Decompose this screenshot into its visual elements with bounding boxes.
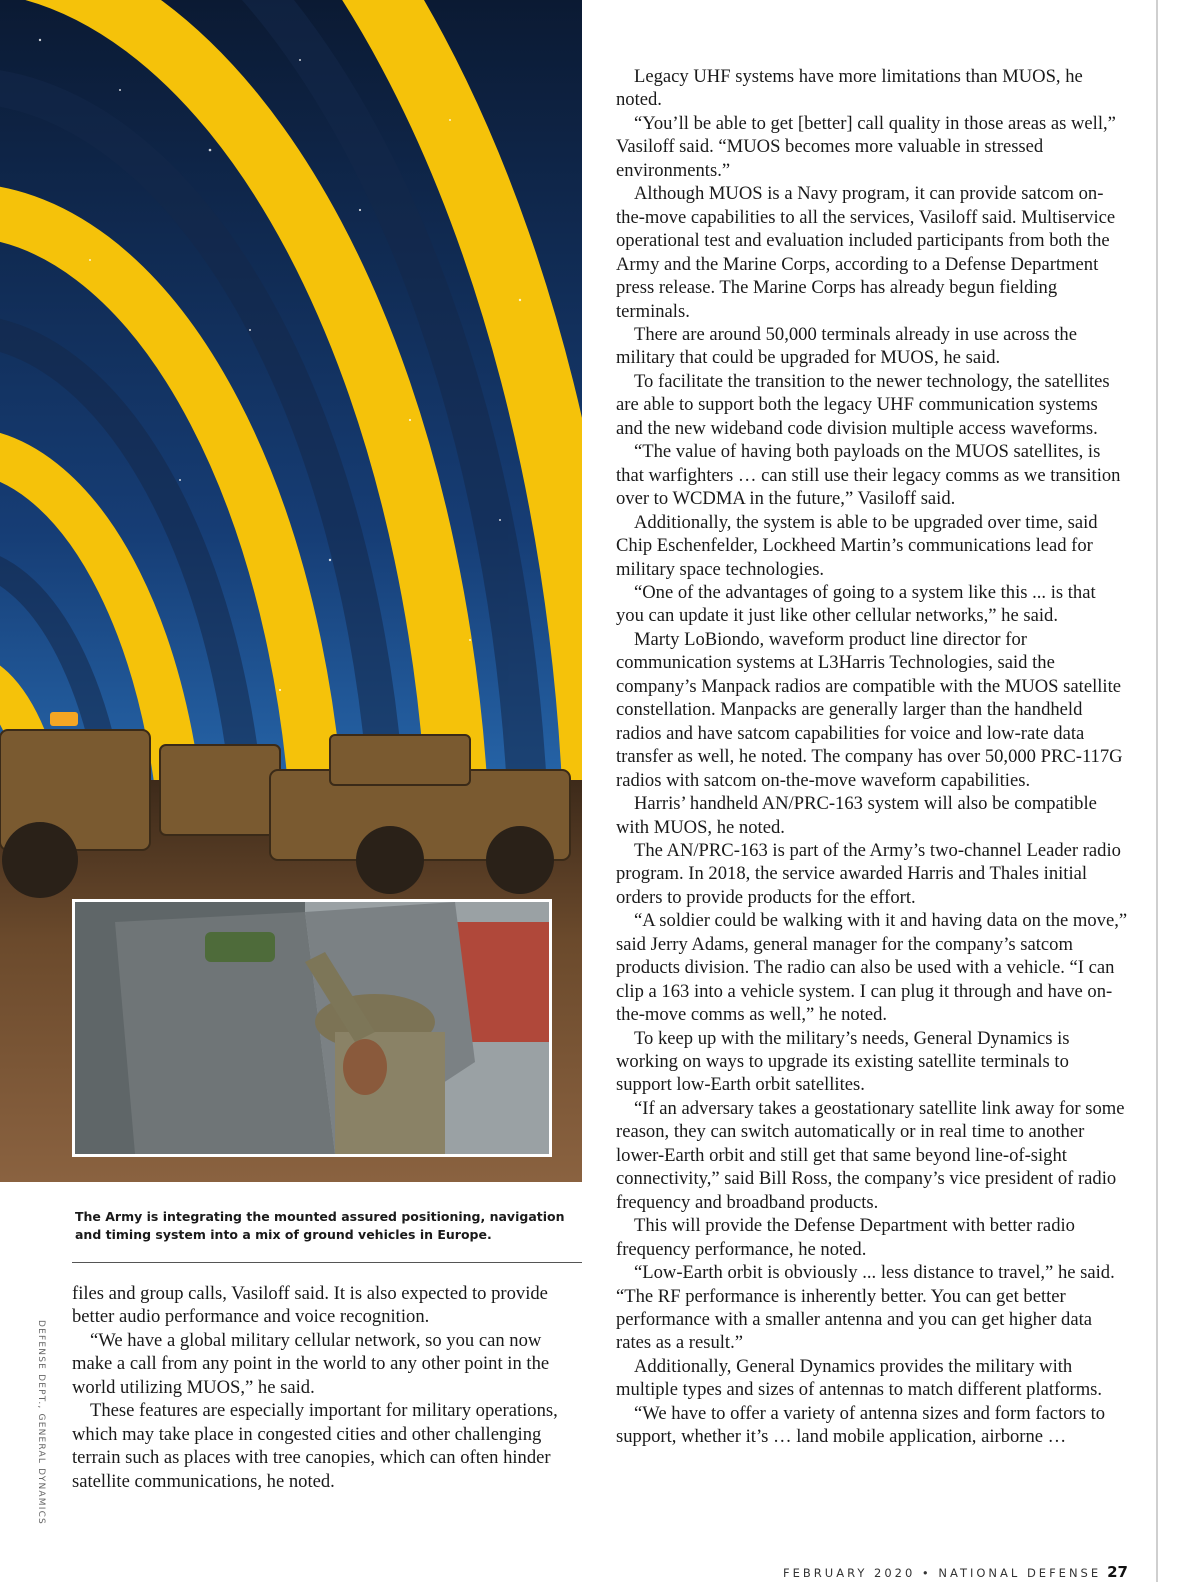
issue-line: FEBRUARY 2020 • NATIONAL DEFENSE bbox=[783, 1566, 1102, 1580]
paragraph: Although MUOS is a Navy program, it can provide satcom on-the-move capabilities to all the services, Vasiloff said. Multiservice operational test and evaluation included participants from both the Army and the Marine Corps, according to a Defense Department press release. The Marine Corps has already begun fielding terminals. bbox=[616, 183, 1116, 322]
paragraph: Additionally, the system is able to be upgraded over time, said Chip Eschenfelder, Lockheed Martin’s communications lead for military space technologies. bbox=[616, 511, 1098, 580]
paragraph: Additionally, General Dynamics provides the military with multiple types and sizes of antennas to match different platforms. bbox=[616, 1355, 1103, 1401]
paragraph: “We have to offer a variety of antenna sizes and form factors to support, whether it’s … land mobile application, airborne … bbox=[616, 1402, 1106, 1448]
caption-divider bbox=[72, 1262, 582, 1263]
photo-credit: DEFENSE DEPT., GENERAL DYNAMICS bbox=[36, 1320, 46, 1525]
paragraph: There are around 50,000 terminals already in use across the military that could be upgraded for MUOS, he said. bbox=[616, 323, 1077, 369]
paragraph: These features are especially important for military operations, which may take place in congested cities and other challenging terrain such as places with tree canopies, which can often hinder satellite communications, he noted. bbox=[72, 1400, 558, 1492]
paragraph: The AN/PRC-163 is part of the Army’s two-channel Leader radio program. In 2018, the service awarded Harris and Thales initial orders to provide products for the effort. bbox=[616, 839, 1121, 908]
paragraph: This will provide the Defense Department with better radio frequency performance, he noted. bbox=[616, 1215, 1075, 1260]
paragraph: Legacy UHF systems have more limitations than MUOS, he noted. bbox=[616, 66, 1083, 111]
paragraph: “A soldier could be walking with it and having data on the move,” said Jerry Adams, general manager for the company’s satcom products division. The radio can also be used with a vehicle. “I can clip a 163 into a vehicle system. I can plug it through and have on-the-move comms as well,” he noted. bbox=[616, 910, 1128, 1026]
paragraph: files and group calls, Vasiloff said. It is also expected to provide better audio performance and voice recognition. bbox=[72, 1283, 548, 1328]
paragraph: “Low-Earth orbit is obviously ... less distance to travel,” he said. “The RF performance is inherently better. You can get better performance with a smaller antenna and you can get higher data rates as a result.” bbox=[616, 1262, 1115, 1354]
soldier-installing-antenna-photo bbox=[75, 902, 549, 1154]
article-column-left bbox=[72, 1282, 584, 1493]
paragraph: “One of the advantages of going to a system like this ... is that you can update it just like other cellular networks,” he said. bbox=[616, 581, 1096, 627]
paragraph: Harris’ handheld AN/PRC-163 system will also be compatible with MUOS, he noted. bbox=[616, 793, 1097, 838]
paragraph: “If an adversary takes a geostationary satellite link away for some reason, they can switch automatically or in real time to another lower-Earth orbit and still get that same beyond line-of-sight connectivity,” said Bill Ross, the company’s vice president of radio frequency and broadband products. bbox=[616, 1097, 1125, 1213]
article-column-right bbox=[616, 65, 1128, 1449]
paragraph: “The value of having both payloads on the MUOS satellites, is that warfighters … can still use their legacy comms as we transition over to WCDMA in the future,” Vasiloff said. bbox=[616, 441, 1121, 510]
page-edge-line bbox=[1156, 0, 1158, 1582]
paragraph: “We have a global military cellular network, so you can now make a call from any point in the world to any other point in the world utilizing MUOS,” he said. bbox=[72, 1329, 550, 1398]
page-footer bbox=[783, 1563, 1128, 1581]
paragraph: “You’ll be able to get [better] call quality in those areas as well,” Vasiloff said. “MUOS becomes more valuable in stressed environments.” bbox=[616, 112, 1116, 181]
paragraph: To facilitate the transition to the newer technology, the satellites are able to support both the legacy UHF communication systems and the new wideband code division multiple access waveforms. bbox=[616, 370, 1110, 439]
photo-caption: The Army is integrating the mounted assured positioning, navigation and timing system into a mix of ground vehicles in Europe. bbox=[75, 1209, 565, 1242]
inset-photo bbox=[72, 899, 552, 1157]
paragraph: Marty LoBiondo, waveform product line director for communication systems at L3Harris Technologies, said the company’s Manpack radios are compatible with the MUOS satellite constellation. Manpacks are generally larger than the handheld radios and have satcom capabilities for voice and low-rate data transfer as well, he noted. The company has over 50,000 PRC-117G radios with satcom on-the-move waveform capabilities. bbox=[616, 628, 1123, 791]
paragraph: To keep up with the military’s needs, General Dynamics is working on ways to upgrade its existing satellite terminals to support low-Earth orbit satellites. bbox=[616, 1027, 1070, 1096]
page-number: 27 bbox=[1107, 1563, 1128, 1581]
